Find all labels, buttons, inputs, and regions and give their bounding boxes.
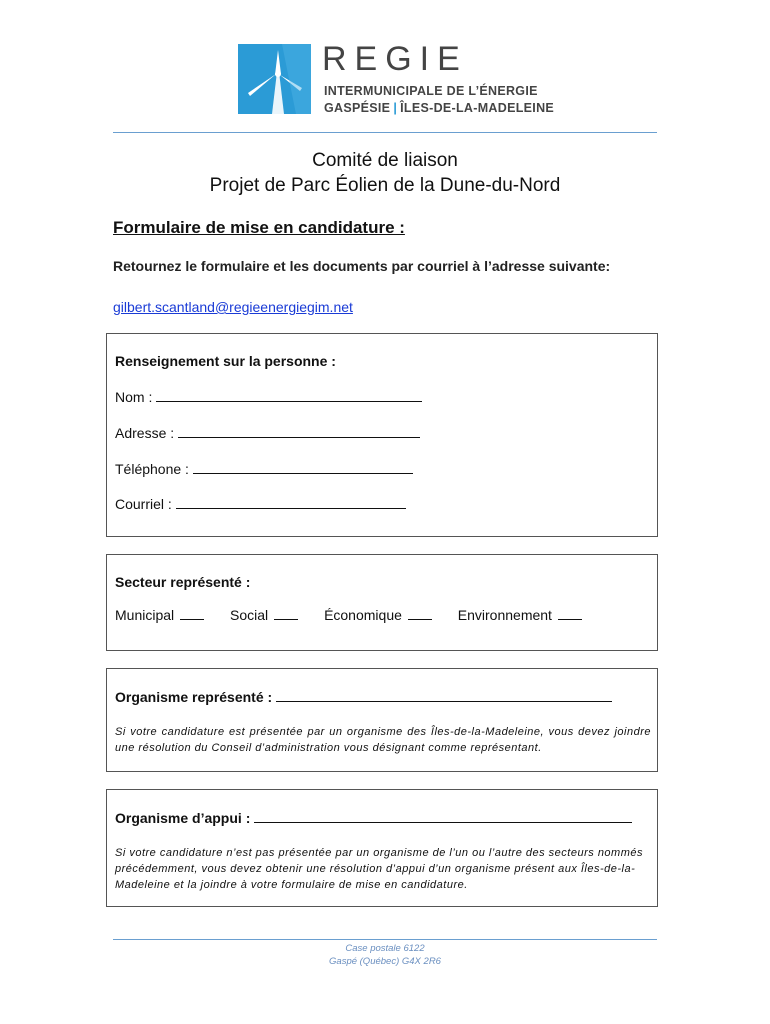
sector-section xyxy=(106,554,658,651)
name-blank[interactable] xyxy=(156,389,422,402)
logo-subtitle-2 xyxy=(324,101,554,115)
sector-section-title: Secteur représenté : xyxy=(115,574,251,590)
footer-rule xyxy=(113,939,657,940)
sector-option-economique[interactable] xyxy=(324,607,432,623)
logo-subtitle-1: INTERMUNICIPALE DE L’ÉNERGIE xyxy=(324,84,538,98)
logo-name: REGIE xyxy=(322,40,468,78)
page-title: Comité de liaison xyxy=(312,150,458,171)
address-blank[interactable] xyxy=(178,425,420,438)
person-section-title: Renseignement sur la personne : xyxy=(115,353,336,369)
phone-blank[interactable] xyxy=(193,461,413,474)
form-heading: Formulaire de mise en candidature : xyxy=(113,218,405,237)
sector-blank[interactable] xyxy=(180,607,204,620)
support-field[interactable] xyxy=(115,810,632,826)
organization-note: Si votre candidature est présentée par un organisme des Îles-de-la-Madeleine, vous devez joindre une résolution du Conseil d’administration vous désignant comme représentant. xyxy=(115,726,651,754)
sector-option-municipal[interactable] xyxy=(115,607,204,623)
phone-label: Téléphone : xyxy=(115,461,189,477)
organization-label: Organisme représenté : xyxy=(115,689,273,705)
header-rule xyxy=(113,132,657,133)
logo-region-left: GASPÉSIE xyxy=(324,101,391,115)
sector-blank[interactable] xyxy=(558,607,582,620)
support-section xyxy=(106,789,658,907)
support-blank[interactable] xyxy=(254,810,632,823)
logo-separator: | xyxy=(393,101,398,115)
sector-blank[interactable] xyxy=(274,607,298,620)
logo-region-right: ÎLES-DE-LA-MADELEINE xyxy=(400,101,555,115)
sector-label: Économique xyxy=(324,607,402,623)
name-label: Nom : xyxy=(115,389,153,405)
sector-label: Environnement xyxy=(457,607,552,623)
sector-label: Social xyxy=(230,607,269,623)
page-subtitle: Projet de Parc Éolien de la Dune-du-Nord xyxy=(209,175,561,196)
email-label: Courriel : xyxy=(115,496,172,512)
sector-blank[interactable] xyxy=(408,607,432,620)
wind-turbine-icon xyxy=(238,44,311,114)
sector-options xyxy=(115,607,582,623)
support-label: Organisme d’appui : xyxy=(115,810,251,826)
address-field[interactable] xyxy=(115,425,420,441)
organization-field[interactable] xyxy=(115,689,612,705)
sector-option-environnement[interactable] xyxy=(458,607,582,623)
organization-section xyxy=(106,668,658,772)
footer-address-1: Case postale 6122 xyxy=(345,943,425,954)
footer-address-2: Gaspé (Québec) G4X 2R6 xyxy=(329,956,441,967)
sector-label: Municipal xyxy=(115,607,175,623)
organization-blank[interactable] xyxy=(276,689,612,702)
support-note: Si votre candidature n’est pas présentée par un organisme de l’un ou l’autre des secteurs nommés précédemment, vous devez obtenir une résolution d’appui d’un organisme présent aux Îles-de-la-Madeleine et la joindre à votre formulaire de mise en candidature. xyxy=(115,847,643,891)
phone-field[interactable] xyxy=(115,461,413,477)
sector-option-social[interactable] xyxy=(230,607,298,623)
logo-mark xyxy=(238,44,311,114)
instruction-text: Retournez le formulaire et les documents par courriel à l’adresse suivante: xyxy=(113,258,611,274)
email-blank[interactable] xyxy=(176,496,406,509)
address-label: Adresse : xyxy=(115,425,175,441)
email-link[interactable]: gilbert.scantland@regieenergiegim.net xyxy=(113,299,353,315)
email-field[interactable] xyxy=(115,496,406,512)
name-field[interactable] xyxy=(115,389,422,405)
person-section xyxy=(106,333,658,537)
